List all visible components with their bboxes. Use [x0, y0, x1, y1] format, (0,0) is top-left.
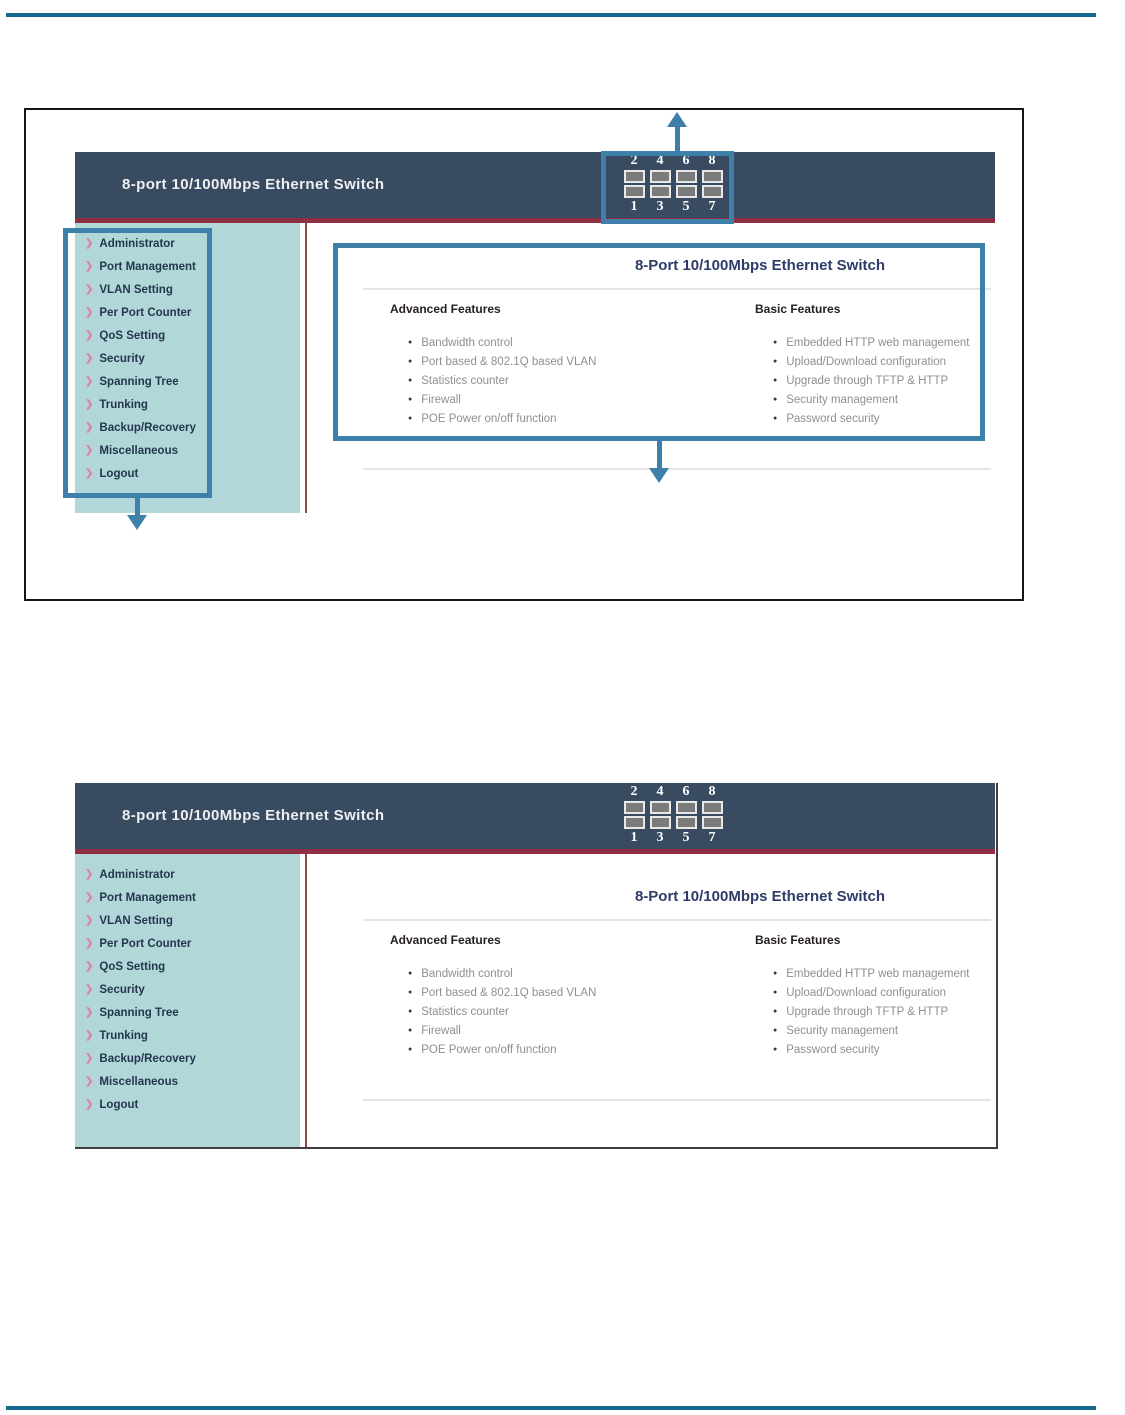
arrow-bullet-icon: ❯	[85, 330, 94, 341]
feature-item: ● Statistics counter	[408, 1002, 596, 1021]
sidebar-item-port-management[interactable]	[85, 890, 300, 906]
page-top-rule	[6, 13, 1096, 17]
port-number-label: 4	[656, 784, 664, 799]
feature-item: ● Bandwidth control	[408, 333, 596, 352]
port-icon	[676, 801, 697, 814]
arrow-bullet-icon: ❯	[85, 445, 94, 456]
port-number-label: 7	[708, 199, 716, 214]
switch-ui-screenshot	[75, 783, 998, 1149]
sidebar-item-qos-setting[interactable]	[85, 959, 300, 975]
port-number-label: 8	[708, 153, 716, 168]
port-number-label: 6	[682, 153, 690, 168]
port-number-label: 8	[708, 784, 716, 799]
sidebar-item-vlan-setting[interactable]	[85, 913, 300, 929]
divider	[363, 1099, 991, 1101]
annotation-arrow-up	[675, 126, 680, 151]
feature-list-basic	[773, 964, 969, 1059]
sidebar-divider	[305, 854, 307, 1147]
port-number-label: 3	[656, 199, 664, 214]
sidebar-item-label: Security	[99, 984, 145, 996]
feature-item: ● Firewall	[408, 1021, 596, 1040]
feature-item: ● Password security	[773, 1040, 969, 1059]
sidebar-item-label: Port Management	[99, 261, 196, 273]
arrow-bullet-icon: ❯	[85, 892, 94, 903]
port-number-label: 7	[708, 830, 716, 845]
features-heading-basic: Basic Features	[755, 302, 841, 316]
arrow-bullet-icon: ❯	[85, 1053, 94, 1064]
app-title: 8-port 10/100Mbps Ethernet Switch	[122, 807, 385, 824]
features-heading-basic: Basic Features	[755, 933, 841, 947]
port-status-indicator	[621, 785, 725, 845]
annotation-arrow-down-content-head-icon	[649, 468, 669, 483]
feature-item: ● Upgrade through TFTP & HTTP	[773, 1002, 969, 1021]
sidebar-item-label: VLAN Setting	[99, 915, 173, 927]
sidebar-item-label: Per Port Counter	[99, 307, 192, 319]
sidebar-item-per-port-counter[interactable]	[85, 936, 300, 952]
sidebar-item-label: Miscellaneous	[99, 1076, 179, 1088]
arrow-bullet-icon: ❯	[85, 284, 94, 295]
annotation-box-sidebar	[63, 228, 212, 498]
sidebar-item-trunking[interactable]	[85, 1028, 300, 1044]
port-number-label: 2	[630, 153, 638, 168]
feature-item: ● Security management	[773, 1021, 969, 1040]
annotation-arrow-down-sidebar	[135, 498, 140, 515]
arrow-bullet-icon: ❯	[85, 353, 94, 364]
feature-item: ● Upload/Download configuration	[773, 983, 969, 1002]
sidebar-item-label: Logout	[99, 1099, 139, 1111]
annotation-box-ports	[601, 151, 734, 224]
port-number-label: 2	[630, 784, 638, 799]
sidebar-item-label: Trunking	[99, 1030, 148, 1042]
features-heading-advanced: Advanced Features	[390, 302, 501, 316]
feature-item: ● Bandwidth control	[408, 964, 596, 983]
annotation-box-content	[333, 243, 985, 441]
sidebar-item-label: Trunking	[99, 399, 148, 411]
port-icon	[702, 816, 723, 829]
sidebar-item-spanning-tree[interactable]	[85, 1005, 300, 1021]
sidebar-item-logout[interactable]	[85, 1097, 300, 1113]
arrow-bullet-icon: ❯	[85, 376, 94, 387]
feature-item: ● Embedded HTTP web management	[773, 333, 969, 352]
sidebar-item-label: QoS Setting	[99, 330, 166, 342]
arrow-bullet-icon: ❯	[85, 261, 94, 272]
sidebar-item-security[interactable]	[85, 982, 300, 998]
page-bottom-rule	[6, 1406, 1096, 1410]
app-header	[75, 783, 995, 854]
sidebar-item-label: Logout	[99, 468, 139, 480]
feature-item: ● Port based & 802.1Q based VLAN	[408, 352, 596, 371]
feature-item: ● POE Power on/off function	[408, 1040, 596, 1059]
sidebar-item-label: Miscellaneous	[99, 445, 179, 457]
arrow-bullet-icon: ❯	[85, 468, 94, 479]
sidebar-item-label: QoS Setting	[99, 961, 166, 973]
arrow-bullet-icon: ❯	[85, 938, 94, 949]
content-title: 8-Port 10/100Mbps Ethernet Switch	[634, 888, 886, 905]
feature-item: ● Security management	[773, 390, 969, 409]
app-header	[75, 152, 995, 223]
port-icon	[624, 801, 645, 814]
sidebar	[75, 854, 300, 1147]
sidebar-item-label: Port Management	[99, 892, 196, 904]
divider	[363, 919, 991, 921]
port-number-label: 6	[682, 784, 690, 799]
arrow-bullet-icon: ❯	[85, 238, 94, 249]
port-icon	[676, 816, 697, 829]
feature-item: ● Embedded HTTP web management	[773, 964, 969, 983]
arrow-bullet-icon: ❯	[85, 307, 94, 318]
arrow-bullet-icon: ❯	[85, 1099, 94, 1110]
sidebar-divider	[305, 223, 307, 513]
sidebar-item-label: Spanning Tree	[99, 1007, 179, 1019]
annotation-arrow-up-head-icon	[667, 112, 687, 127]
sidebar-item-label: Security	[99, 353, 145, 365]
sidebar-item-label: VLAN Setting	[99, 284, 173, 296]
port-numbers-top	[621, 785, 725, 799]
feature-item: ● Upload/Download configuration	[773, 352, 969, 371]
annotation-arrow-down-content	[657, 441, 662, 468]
feature-item: ● Port based & 802.1Q based VLAN	[408, 983, 596, 1002]
divider	[363, 468, 991, 470]
arrow-bullet-icon: ❯	[85, 869, 94, 880]
arrow-bullet-icon: ❯	[85, 984, 94, 995]
app-title: 8-port 10/100Mbps Ethernet Switch	[122, 176, 385, 193]
port-number-label: 1	[630, 199, 638, 214]
sidebar-item-label: Backup/Recovery	[99, 422, 196, 434]
arrow-bullet-icon: ❯	[85, 1007, 94, 1018]
feature-item: ● Firewall	[408, 390, 596, 409]
sidebar-item-label: Spanning Tree	[99, 376, 179, 388]
feature-item: ● Password security	[773, 409, 969, 428]
port-number-label: 1	[630, 830, 638, 845]
content-title: 8-Port 10/100Mbps Ethernet Switch	[634, 257, 886, 274]
sidebar-item-label: Administrator	[99, 238, 175, 250]
port-icon	[702, 801, 723, 814]
port-number-label: 3	[656, 830, 664, 845]
port-number-label: 4	[656, 153, 664, 168]
sidebar-item-miscellaneous[interactable]	[85, 1074, 300, 1090]
arrow-bullet-icon: ❯	[85, 1076, 94, 1087]
sidebar-item-backup-recovery[interactable]	[85, 1051, 300, 1067]
sidebar-item-label: Administrator	[99, 869, 175, 881]
sidebar-item-label: Backup/Recovery	[99, 1053, 196, 1065]
annotation-arrow-down-sidebar-head-icon	[127, 515, 147, 530]
port-number-label: 5	[682, 830, 690, 845]
port-row-even	[621, 801, 725, 814]
feature-item: ● Statistics counter	[408, 371, 596, 390]
arrow-bullet-icon: ❯	[85, 961, 94, 972]
sidebar-item-administrator[interactable]	[85, 867, 300, 883]
figure-frame	[24, 108, 1024, 601]
arrow-bullet-icon: ❯	[85, 399, 94, 410]
feature-item: ● Upgrade through TFTP & HTTP	[773, 371, 969, 390]
port-icon	[650, 801, 671, 814]
port-number-label: 5	[682, 199, 690, 214]
port-icon	[650, 816, 671, 829]
port-icon	[624, 816, 645, 829]
arrow-bullet-icon: ❯	[85, 1030, 94, 1041]
arrow-bullet-icon: ❯	[85, 915, 94, 926]
arrow-bullet-icon: ❯	[85, 422, 94, 433]
features-heading-advanced: Advanced Features	[390, 933, 501, 947]
port-numbers-bottom	[621, 831, 725, 845]
feature-item: ● POE Power on/off function	[408, 409, 596, 428]
sidebar-item-label: Per Port Counter	[99, 938, 192, 950]
feature-list-advanced	[408, 964, 596, 1059]
port-row-odd	[621, 816, 725, 829]
